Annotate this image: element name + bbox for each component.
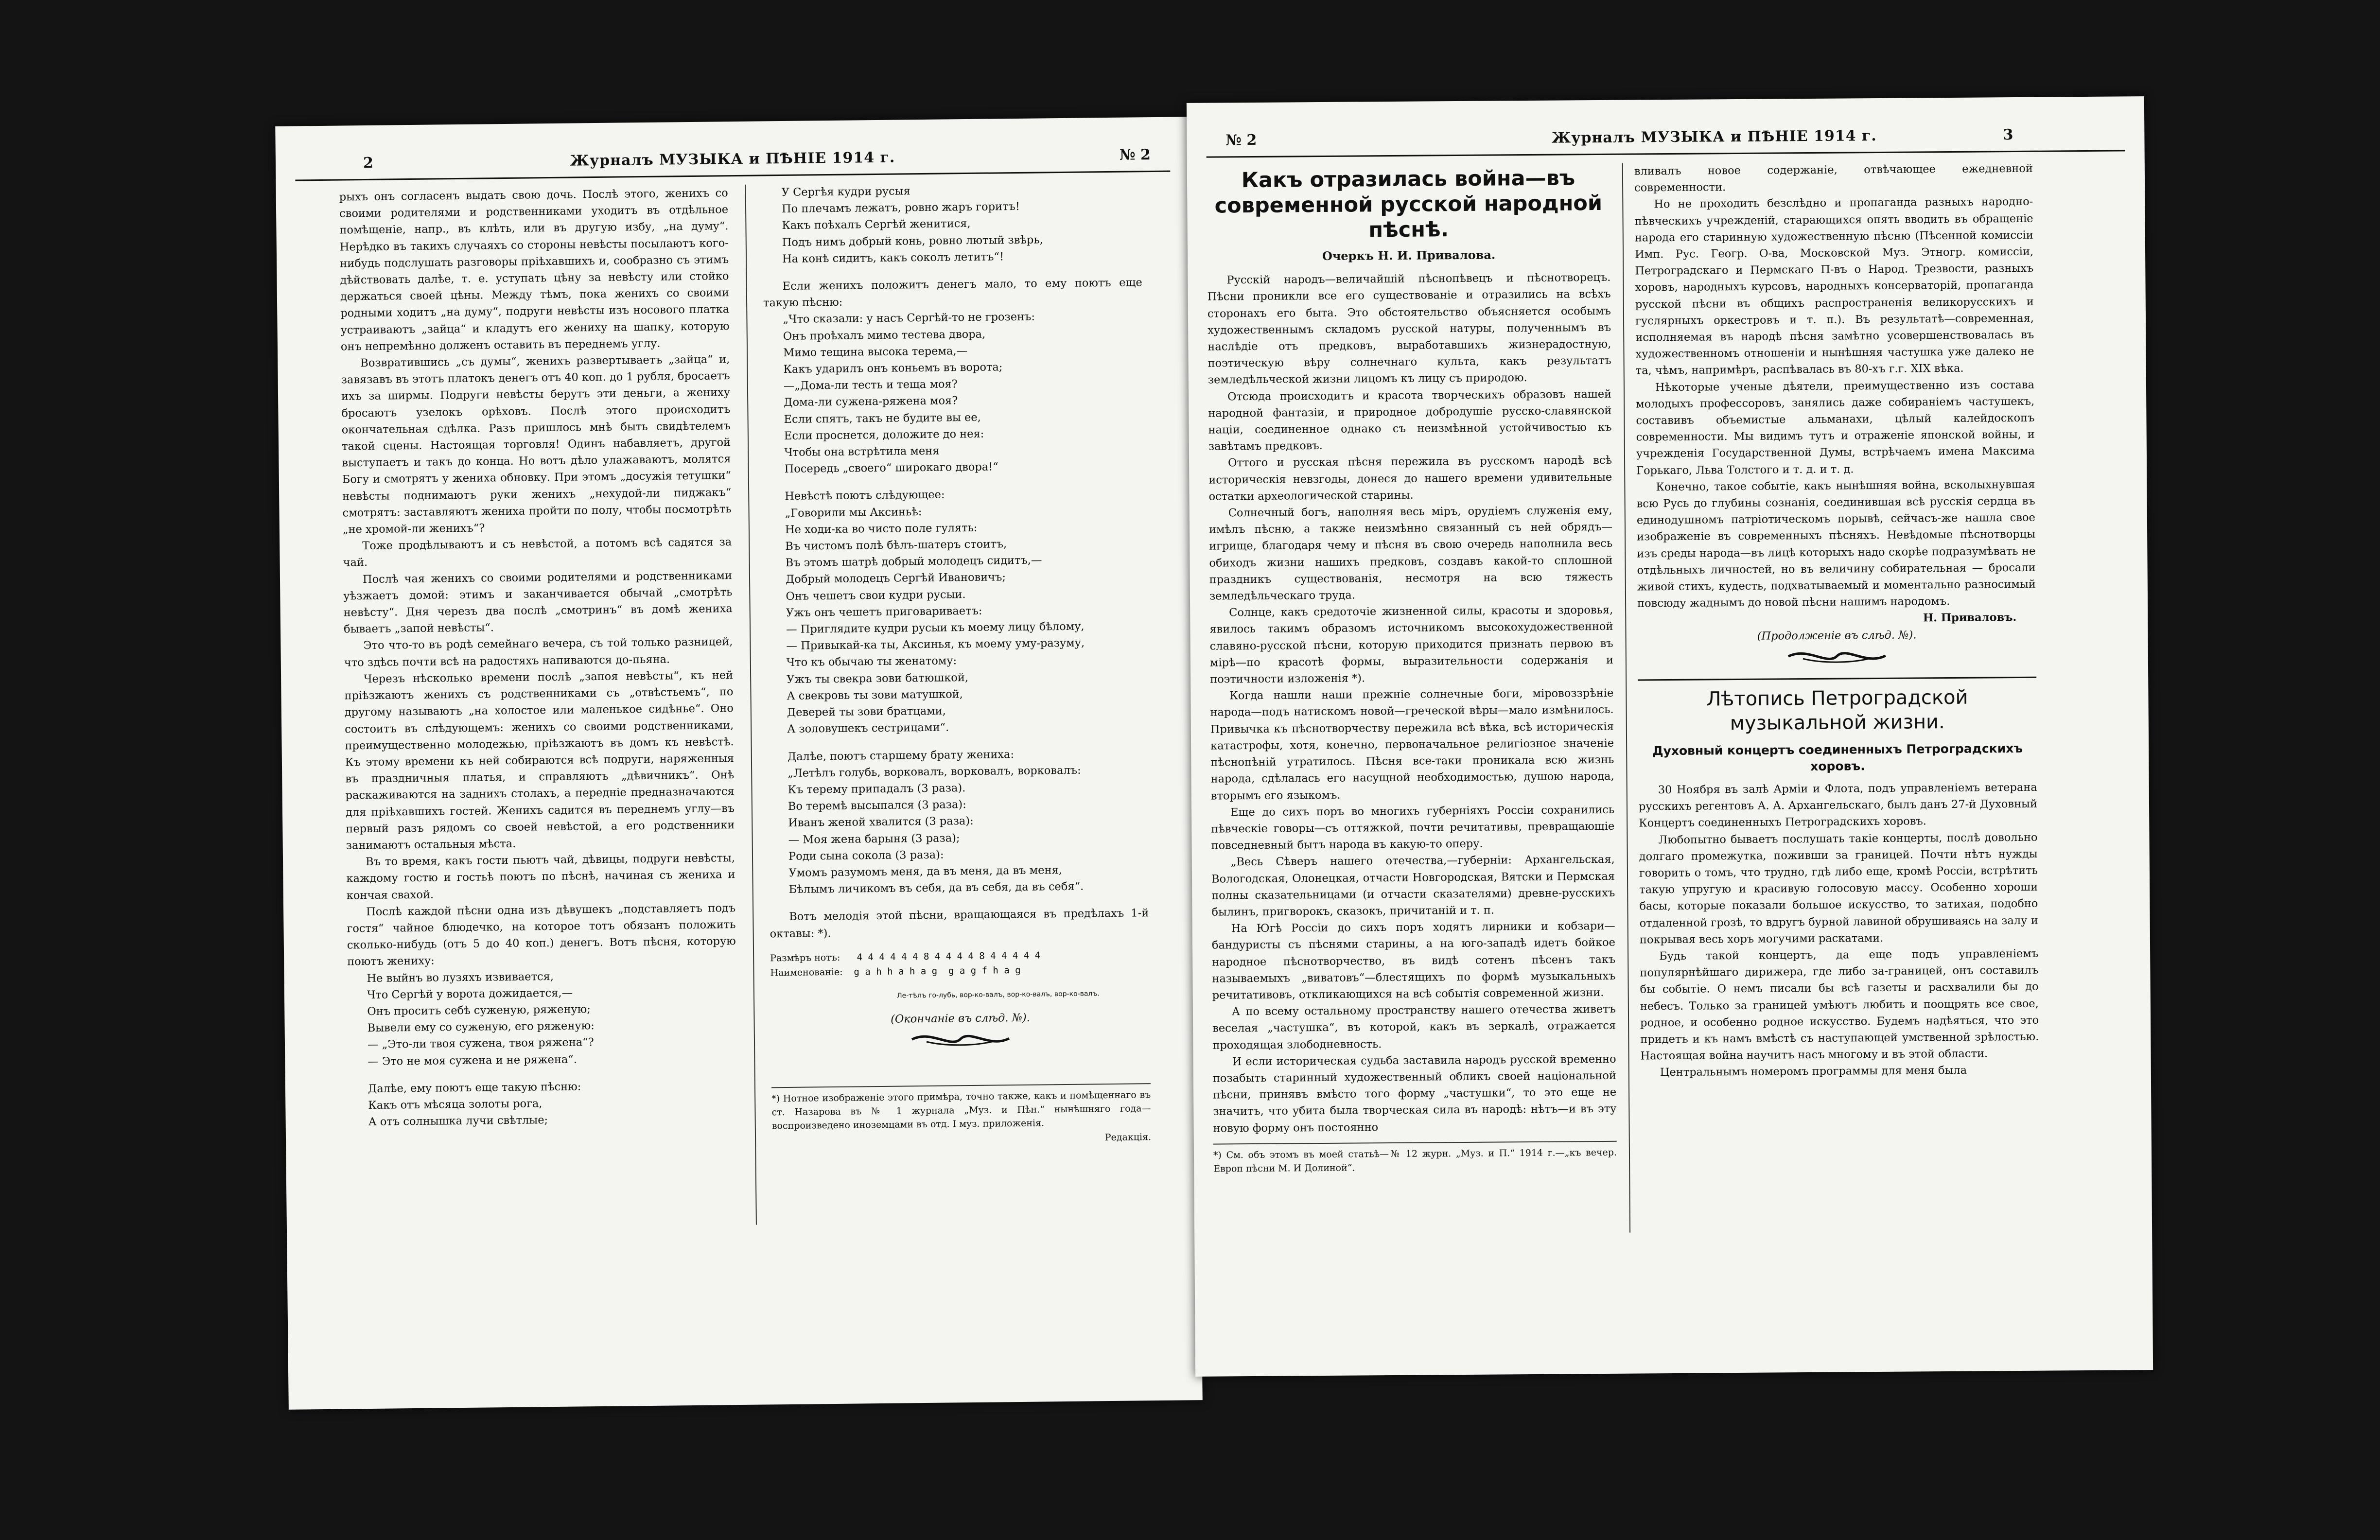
verse-line: — Привыкай-ка ты, Аксинья, къ моему уму-разуму, — [786, 636, 1085, 653]
verse-line: Какъ отъ мѣсяца золоты рога, — [368, 1097, 542, 1112]
verse-line: По плечамъ лежатъ, ровно жаръ горитъ! — [781, 200, 1020, 216]
chronicle-subtitle: Духовный концертъ соединенныхъ Петроградскихъ хоровъ. — [1652, 741, 2023, 773]
footnote: *) См. объ этомъ въ моей статьѣ—№ 12 журн. „Муз. и П.“ 1914 г.—„къ вечер. Европ пѣсни М. И Долиной“. — [1213, 1141, 1617, 1176]
verse-line: — Приглядите кудри русыи къ моему лицу бѣлому, — [786, 620, 1085, 636]
right-page-header — [1206, 121, 2125, 158]
verse-line: Къ терему припадалъ (3 раза). — [788, 782, 966, 796]
paragraph: На Югѣ Россіи до сихъ поръ ходятъ лирники и кобзари—бандуристы съ пѣснями старины, а на юго-западѣ идетъ бойкое народное пѣснотворчество, въ видѣ сотенъ пѣсенъ такъ называемыхъ „виватовъ“—блестящихъ по формѣ музыкальныхъ речитативовъ, откликающихся на всѣ событія современной жизни. — [1211, 919, 1616, 1002]
song-verse — [347, 966, 737, 1070]
verse-line: Посередь „своего“ широкаго двора!“ — [784, 460, 998, 476]
verse-line: Какъ ударилъ онъ коньемъ въ ворота; — [783, 361, 1003, 376]
verse-line: Не ходи-ка во чисто поле гулять: — [785, 521, 978, 536]
continuation-note: (Продолженіе въ слѣд. №). — [1757, 629, 1917, 643]
verse-line: Мимо тещина высока терема,— — [783, 344, 968, 359]
song-verse — [765, 501, 1147, 738]
right-column-1 — [1207, 163, 1617, 1176]
paragraph: Будь такой концертъ, да еще подъ управленіемъ популярнѣйшаго дирижера, где либо за-границей, онъ составилъ бы событіе. О немъ писали бы всѣ газеты и расхвалили бы до небесъ. Только за границей умѣютъ любить и поощрять все свое, родное, и особенно родное искусство. Будемъ надѣяться, что это придетъ и къ намъ вмѣстѣ съ наступающей умственной зрѣлостью. Настоящая война научитъ насъ многому и въ этой области. — [1640, 947, 2039, 1063]
paragraph: Если женихъ положитъ денегъ мало, то ему поютъ еще такую пѣсню: — [763, 276, 1142, 310]
verse-line: Что Сергѣй у ворота дожидается,— — [367, 986, 573, 1001]
verse-line: — „Это-ли твоя сужена, твоя ряжена“? — [367, 1036, 594, 1051]
verse-line: А отъ солнышка лучи свѣтлые; — [368, 1114, 548, 1129]
left-column-1 — [339, 185, 738, 1131]
paragraph: Тоже продѣлываютъ и съ невѣстой, а потомъ всѣ садятся за чай. — [343, 536, 732, 569]
page-number: 2 — [363, 154, 374, 172]
article-title: Какъ отразилась война—въ современной русской народной пѣснѣ. — [1214, 166, 1603, 243]
paragraph: Но не проходить безслѣдно и пропаганда разныхъ народно-пѣвческихъ учрежденій, старающихся опять вводить въ обращеніе народа его старинную художественную пѣсню (Пѣсенной комиссіи Имп. Рус. Геогр. О-ва, Московской Муз. Этногр. комиссіи, Петроградскаго и Пермскаго П-въ о Народ. Трезвости, разныхъ хоровъ, народныхъ курсовъ, народныхъ консерваторій, пропаганда русской пѣсни въ общихъ распространенія великорусскихъ и гуслярныхъ оркестровъ и т. п.). Въ результатѣ—современная, исполняемая въ народѣ пѣсня замѣтно усовершенствовалась въ художественномъ отношеніи и нынѣшняя частушка уже далеко не та, чѣмъ, напримѣръ, распѣвалась въ 80-хъ г.г. XIX вѣка. — [1634, 195, 2034, 377]
verse-line: Умомъ разумомъ меня, да въ меня, да въ меня, — [788, 863, 1062, 879]
music-notation-example — [770, 947, 1150, 980]
right-page — [1187, 96, 2153, 1377]
paragraph: Солнечный богъ, наполняя весь міръ, орудіемъ служенія ему, имѣлъ пѣсню, а также неизмѣнно связанный съ ней обрядъ—игрище, благодаря чему и пѣсня въ свою очередь наполнила весь обиходъ жизни нашихъ предковъ, создавъ какой-то сплошной праздникъ существованія, несмотря на всю тяжесть земледѣльческаго труда. — [1208, 504, 1613, 603]
verse-line: „Летѣлъ голубь, ворковалъ, ворковалъ, ворковалъ: — [788, 764, 1081, 780]
verse-line: Онъ проситъ себѣ суженую, ряженую; — [367, 1003, 591, 1018]
paragraph: А по всему остальному пространству нашего отечества живетъ веселая „частушка“, въ которой, какъ въ зеркалѣ, отражается проходящая злободневность. — [1212, 1002, 1616, 1052]
verse-line: Какъ поѣхалъ Сергѣй женитися, — [782, 217, 971, 232]
verse-line: А золовушекъ сестрицами“. — [787, 721, 949, 736]
journal-title: Журналъ МУЗЫКА и ПѢНІЕ 1914 г. — [1551, 127, 1877, 147]
verse-line: „Говорили мы Аксиньѣ: — [785, 505, 922, 520]
paragraph: Отсюда происходитъ и красота творческихъ образовъ нашей народной фантазіи, и природное добродушіе русско-славянской націи, соединенное однако съ неизмѣнной устойчивостью къ завѣтамъ предковъ. — [1208, 387, 1612, 453]
left-column-2 — [762, 180, 1152, 1149]
note-names-values: g a h h a h a g g a g f h a g — [842, 964, 1021, 978]
paragraph: Возвратившись „съ думы“, женихъ развертываетъ „зайца“ и, завязавъ въ этотъ платокъ денегъ отъ 40 коп. до 1 рубля, бросаетъ ихъ за ширмы. Подруги невѣсты берутъ эти деньги, а жениху бросаютъ узелокъ орѣховъ. Послѣ этого происходитъ окончательная сдѣлка. Разъ пришлось мнѣ быть свидѣтелемъ такой сцены. Настоящая торговля! Одинъ набавляетъ, другой выступаетъ и такъ до конца. Но вотъ дѣло улажаваютъ, молятся Богу и смотрятъ у жениха обновку. При этомъ „досужія тетушки“ невѣсты поднимаютъ руки женихъ „нехудой-ли пиджакъ“ смотрятъ: заставляютъ жениха пройти по полу, чтобы посмотрѣть „не хромой-ли женихъ“? — [341, 353, 732, 536]
paragraph: Далѣе, поютъ старшему брату жениха: — [787, 748, 1015, 763]
chronicle-title: Лѣтопись Петроградской музыкальной жизни. — [1638, 677, 2037, 736]
paragraph: Невѣстѣ поютъ слѣдующее: — [785, 488, 945, 503]
note-names-label: Наименованіе: — [770, 966, 843, 979]
verse-line: Дома-ли сужена-ряжена моя? — [784, 394, 958, 409]
paragraph: 30 Ноября въ залѣ Арміи и Флота, подъ управленіемъ ветерана русскихъ регентовъ А. А. Архангельскаго, былъ данъ 27-й Духовный Концертъ соединенныхъ Петроградскихъ хоровъ. — [1638, 781, 2038, 830]
paragraph: Оттого и русская пѣсня пережила въ русскомъ народѣ всѣ историческія невзгоды, донеся до нашего времени удивительные остатки археологической старины. — [1208, 454, 1612, 503]
left-page — [275, 117, 1203, 1410]
song-verse — [763, 308, 1144, 478]
song-syllables: Ле-тѣлъ го-лубь, вор-ко-валъ, вор-ко-валъ, вор-ко-валъ. — [896, 989, 1100, 1000]
verse-line: Подъ нимъ добрый конь, ровно лютый звѣрь, — [782, 233, 1043, 249]
paragraph: Вотъ мелодія этой пѣсни, вращающаяся въ предѣлахъ 1-й октавы: *). — [770, 907, 1149, 940]
verse-line: Ужъ ты свекра зови батюшкой, — [787, 671, 969, 686]
verse-line: — Моя жена барыня (3 раза); — [788, 831, 960, 846]
song-verse — [768, 761, 1149, 898]
paragraph: Конечно, такое событіе, какъ нынѣшняя война, всколыхнувшая всю Русь до глубины сознанія, соединившая всѣ русскія сердца въ единодушномъ патріотическомъ порывѣ, сейчасъ-же нашла свое изображеніе въ современныхъ пѣсняхъ. Невѣдомые пѣснотворцы изъ среды народа—въ лицѣ которыхъ надо скорѣе подразумѣвать не отдѣльныхъ личностей, но въ величину собирательная — бросали живой стихъ, кудесть, подхватываемый и моментально разносимый повсюду жаднымъ до новой пѣсни нашимъ народомъ. — [1636, 478, 2036, 610]
verse-line: Деверей ты зови братцами, — [787, 704, 946, 719]
paragraph: Когда нашли наши прежніе солнечные боги, міровоззрѣніе народа—подъ натискомъ новой—греческой вѣры—мало измѣнилось. Привычка къ пѣснотворчеству пережила всѣ вѣка, всѣ историческія катастрофы, хотя, конечно, первоначальное религіозное значеніе пѣснопѣній утратилось. Пѣсня все-таки проникала всю жизнь народа, сдѣлалась его насущной необходимостью, душою народа, вторымъ его языкомъ. — [1210, 687, 1614, 803]
article-byline: Очеркъ Н. И. Привалова. — [1322, 247, 1496, 263]
paragraph: Послѣ чая женихъ со своими родителями и родственниками уѣзжаетъ домой: этимъ и заканчивается обычай „смотрѣть невѣсту“. Дня черезъ два послѣ „смотринъ“ въ домѣ жениха бываетъ „запой невѣсты“. — [343, 569, 733, 636]
paragraph: Далѣе, ему поютъ еще такую пѣсню: — [368, 1080, 581, 1095]
continuation-note: (Окончаніе въ слѣд. №). — [891, 1011, 1031, 1026]
verse-line: Въ этомъ шатрѣ добрый молодецъ сидитъ,— — [785, 554, 1042, 570]
paragraph: „Весь Сѣверъ нашего отечества,—губерніи: Архангельская, Вологодская, Олонецкая, отчасти Новгородская, Вятски и Пермская полны сказательницами (и отчасти сказателями) древне-русскихъ былинъ, пригворокъ, сказокъ, причитаній и т. п. — [1211, 853, 1615, 919]
verse-line: На конѣ сидитъ, какъ соколъ летитъ“! — [782, 250, 1004, 265]
verse-line: Онъ чешетъ свои кудри русыи. — [786, 588, 966, 603]
footnote-signature: Редакція. — [1104, 1132, 1152, 1143]
paragraph: Въ то время, какъ гости пьютъ чай, дѣвицы, подруги невѣсты, каждому гостю и гостьѣ поютъ по пѣснѣ, начиная съ жениха и кончая свахой. — [346, 852, 735, 902]
verse-line: Если спятъ, такъ не будите вы ее, — [784, 411, 981, 426]
paragraph: Черезъ нѣсколько времени послѣ „запоя невѣсты“, къ ней пріѣзжаютъ женихъ съ родственниками съ „отвѣстьемъ“, по другому называютъ „на холостое или маленькое сидѣнье“. Оно состоитъ въ слѣдующемъ: женихъ со своими родственниками, преимущественно молодежью, пріѣзжаютъ въ домъ къ невѣстѣ. Къ этому времени къ ней собираются всѣ подруги, наряженныя въ праздничныя платья, и справляютъ „дѣвичникъ“. Онѣ раскаживаются на заднихъ столахъ, а передніе предназначаются для пріѣхавшихъ гостей. Женихъ садится въ переднемъ углу—въ первый разъ рядомъ со своей невѣстой, а его родственники занимаютъ остальныя мѣста. — [344, 669, 735, 852]
verse-line: Ужъ онъ чешетъ приговариваетъ: — [786, 604, 982, 619]
paragraph: Центральнымъ номеромъ программы для меня была — [1660, 1064, 1967, 1079]
note-sizes-values: 4 4 4 4 4 4 8 4 4 4 4 8 4 4 4 4 4 — [840, 950, 1041, 963]
verse-line: Иванъ женой хвалится (3 раза): — [788, 815, 974, 830]
paragraph: Солнце, какъ средоточіе жизненной силы, красоты и здоровья, явилось такимъ образомъ источникомъ высокохудожественной славяно-русской пѣсни, которую приходится признать первою въ мірѣ—по красотѣ формы, выразительности содержанія и поэтичности изложенія *). — [1209, 604, 1613, 686]
article-signature: Н. Приваловъ. — [1923, 611, 2017, 625]
journal-title: Журналъ МУЗЫКА и ПѢНІЕ 1914 г. — [570, 149, 895, 170]
verse-line: Добрый молодецъ Сергѣй Ивановичъ; — [785, 571, 1006, 586]
verse-line: Не выйнъ во лузяхъ извивается, — [367, 970, 554, 985]
paragraph: Нѣкоторые ученые дѣятели, преимущественно изъ состава молодыхъ профессоровъ, занялись даже собираніемъ частушекъ, составивъ объемистые альманахи, цѣлый калейдоскопъ современности. Мы видимъ тутъ и отраженіе японской войны, и учрежденія Государственной Думы, встрѣчаемъ имена Максима Горькаго, Льва Толстого и т. д. и т. д. — [1636, 378, 2035, 477]
page-number: 3 — [2003, 126, 2013, 144]
verse-line: Роди сына сокола (3 раза): — [788, 848, 944, 863]
paragraph: Русскій народъ—величайшій пѣснопѣвецъ и пѣснотворецъ. Пѣсни проникли все его существованіе и отразились на всѣхъ сторонахъ его быта. Это обстоятельство объясняется особымъ художественнымъ складомъ русской натуры, полученнымъ въ наслѣдіе отъ предковъ, выработавшихъ жизнерадостную, поэтическую вѣру солнечнаго культа, какъ результатъ земледѣльческой жизни лицомъ къ лицу съ природою. — [1207, 271, 1611, 387]
footnote: *) Нотное изображеніе этого примѣра, точно также, какъ и помѣщеннаго въ ст. Назарова въ № 1 журнала „Муз. и Пѣн.“ нынѣшняго года—воспроизведено иноземцами въ отд. I муз. приложенія. — [771, 1083, 1151, 1133]
verse-line: Бѣлымъ личикомъ въ себя, да въ себя, да въ себя“. — [788, 880, 1084, 896]
verse-line: Въ чистомъ полѣ бѣлъ-шатеръ стоитъ, — [785, 538, 1007, 553]
left-page-header — [295, 141, 1171, 181]
verse-line: Что къ обычаю ты женатому: — [786, 654, 957, 669]
paragraph: рыхъ онъ согласенъ выдать свою дочь. Послѣ этого, женихъ со своими родителями и родственниками уходитъ въ отдѣльное помѣщеніе, напр., въ клѣть, или въ другую избу, „на думу“. Нерѣдко въ такихъ случаяхъ со стороны невѣсты посылаютъ кого-нибудь подслушать разговоры пріѣхавшихъ и, сообразно съ этимъ дѣйствовать далѣе, т. е. уступать цѣну за невѣсту или стойко держаться своей цѣны. Между тѣмъ, пока женихъ со своими родными ходитъ „на думу“, подруги невѣсты изъ носового платка устраиваютъ „зайца“ и кладутъ его жениху на шапку, которую онъ непремѣнно долженъ оставить въ переднемъ углу. — [339, 187, 730, 353]
verse-line: —„Дома-ли тесть и теща моя? — [783, 378, 958, 393]
verse-line: — Это не моя сужена и не ряжена“. — [368, 1053, 578, 1068]
issue-number: № 2 — [1225, 131, 1257, 149]
paragraph: Послѣ каждой пѣсни одна изъ дѣвушекъ „подставляетъ подъ гостя“ чайное блюдечко, на которое тотъ обязанъ положить сколько-нибудь (отъ 5 до 40 коп.) денегъ. Вотъ пѣсня, которую поютъ жениху: — [347, 901, 736, 968]
verse-line: У Сергѣя кудри русыя — [781, 185, 910, 199]
paragraph: И если историческая судьба заставила народъ русской временно позабыть старинный художественный обликъ своей національной пѣсни, принявъ вмѣсто того форму „частушки“, то это еще не значитъ, что убита была творческая сила въ народѣ: нѣтъ—и въ эту новую форму онъ постоянно — [1212, 1052, 1617, 1135]
column-divider — [745, 185, 757, 1225]
verse-line: Онъ проѣхалъ мимо тестева двора, — [783, 328, 986, 343]
issue-number: № 2 — [1119, 146, 1151, 164]
verse-line: Вывели ему со суженую, его ряженую: — [367, 1019, 595, 1035]
note-sizes-label: Размѣръ нотъ: — [770, 952, 840, 964]
paragraph: Это что-то въ родѣ семейнаго вечера, съ той только разницей, что здѣсь почти всѣ на радостяхъ напиваются до-пьяна. — [344, 635, 733, 669]
decorative-ornament — [771, 1025, 1151, 1058]
paragraph: Еще до сихъ поръ во многихъ губерніяхъ Россіи сохранились пѣвческіе говоры—съ оттяжкой, почти речитативы, превращающіе повседневный бытъ народа въ какую-то оперу. — [1211, 803, 1615, 852]
verse-line: Если проснется, доложите до нея: — [784, 427, 984, 442]
right-column-2 — [1634, 160, 2039, 1081]
verse-line: Чтобы она встрѣтила меня — [784, 444, 940, 459]
verse-line: А свекровь ты зови матушкой, — [787, 688, 963, 702]
paragraph: Любопытно бываетъ послушать такіе концерты, послѣ довольно долгаго промежутка, поживши за границей. Почти нѣтъ нужды говорить о томъ, что трудно, гдѣ либо еще, кромѣ Россіи, встрѣтить такую упругую и красивую голосовую массу. Особенно хороши басы, которые показали большое искусство, то затихая, подобно отдаленной грозѣ, то вдругъ бурной лавиной обрушиваясь на залу и покрывая весь хоръ могучими раскатами. — [1639, 831, 2038, 946]
column-divider — [1622, 163, 1630, 1233]
decorative-ornament — [1638, 643, 2036, 675]
paragraph: вливалъ новое содержаніе, отвѣчающее ежедневной современности. — [1634, 162, 2033, 194]
verse-line: „Что сказали: у насъ Сергѣй-то не грозенъ: — [783, 310, 1035, 326]
song-verse — [762, 180, 1142, 267]
verse-line: Во теремѣ высыпался (3 раза): — [788, 798, 966, 813]
song-verse — [349, 1093, 738, 1131]
